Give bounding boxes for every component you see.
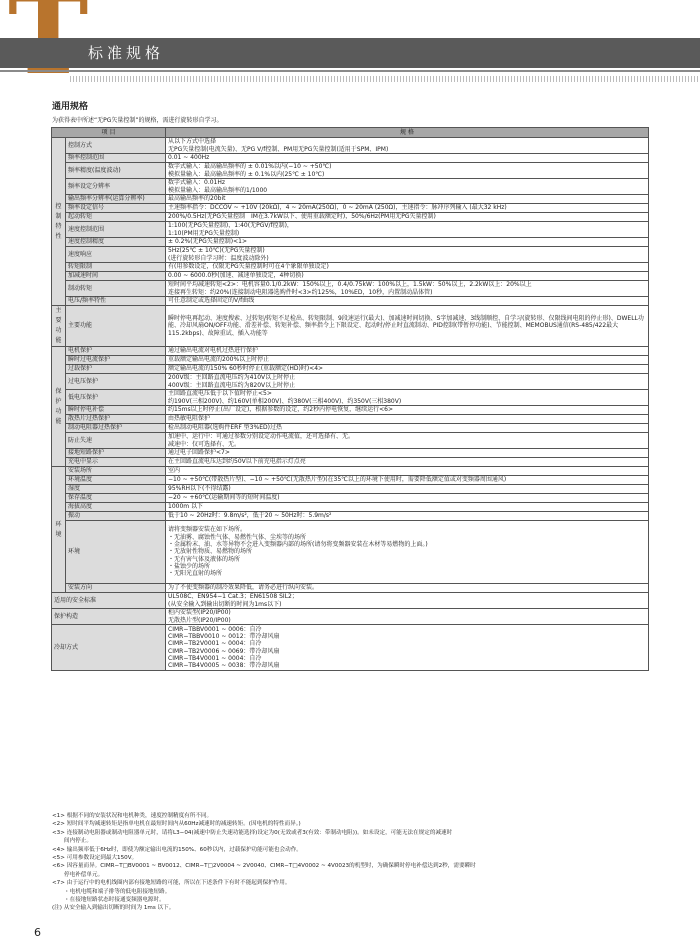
item-cell: 频率精度(温度波动) <box>66 163 166 179</box>
spec-cell: 瞬时停电再起动、速度搜索、过转矩/转矩不足检出、转矩限制、9段速运行(最大)、加减速时间切换、S字加减速、3线制顺控、自学习(旋转形、仅限线间电阻的停止形)、DWELL功能、冷却风扇ON/OFF功能、滑差补偿、转矩补偿、频率指令上下限设定、起动时/停止时直流制动、PID控制(带暂停功能)、节能控制、MEMOBUS通信(RS-485/422最大115.2kbps)、故障重试、插入功能等 <box>166 306 649 347</box>
table-row <box>52 281 649 297</box>
table-row <box>52 485 649 494</box>
table-row <box>52 195 649 204</box>
spec-cell: 由热敏电阻保护 <box>166 415 649 424</box>
table-row <box>52 374 649 390</box>
spec-cell: 1000m 以下 <box>166 503 649 512</box>
spec-cell: 检出制动电阻器(选购件ERF 型3%ED)过热 <box>166 424 649 433</box>
spec-cell: 数字式输入：最高输出频率的 ± 0.01%以内(−10 ~ +50℃) 模拟量输入：最高输出频率的 ± 0.1%以内(25℃ ± 10℃) <box>166 163 649 179</box>
table-row <box>52 204 649 213</box>
footnote: 停电补偿单元。 <box>64 871 104 878</box>
table-row <box>52 424 649 433</box>
item-cell: 保护构造 <box>52 609 166 625</box>
footnote: <5> 可用参数设定到最大150V。 <box>52 855 138 862</box>
table-header-row <box>52 128 649 138</box>
item-cell: 频率设定信号 <box>66 204 166 213</box>
table-row <box>52 584 649 593</box>
item-cell: 充电中显示 <box>66 458 166 467</box>
item-cell: 低电压保护 <box>66 390 166 406</box>
item-cell: 过电压保护 <box>66 374 166 390</box>
table-row <box>52 154 649 163</box>
item-cell: 电压/频率特性 <box>66 297 166 306</box>
spec-cell: 200%/0.5Hz(无PG矢量控制 IM在3.7kW以下、使用重载额定时)，50%/6Hz(PM用无PG矢量控制) <box>166 213 649 222</box>
spec-cell: ± 0.2%(无PG矢量控制)<1> <box>166 238 649 247</box>
footnote: ・在接地短路状态时接通变频器电源时。 <box>64 897 165 904</box>
spec-cell: 室内 <box>166 467 649 476</box>
table-row <box>52 415 649 424</box>
table-row <box>52 406 649 415</box>
page-number: 6 <box>34 926 41 939</box>
category-cell <box>52 306 66 347</box>
category-label: 保护功能 <box>55 387 62 425</box>
item-cell: 海拔高度 <box>66 503 166 512</box>
item-cell: 速度控制精度 <box>66 238 166 247</box>
item-cell: 冷却方式 <box>52 625 166 671</box>
footnote: <2> 短时间平均减速转矩是指单电机在最短时间内从60Hz减速时的减速转矩。(因电机的特性而异。) <box>52 821 301 828</box>
item-cell: 瞬时过电流保护 <box>66 356 166 365</box>
table-row <box>52 593 649 609</box>
item-cell: 瞬时停电补偿 <box>66 406 166 415</box>
footnote: <4> 输出频率低于6Hz时，即使为额定输出电流的150%、60秒以内，过载保护功能可能也会动作。 <box>52 846 302 853</box>
table-row <box>52 494 649 503</box>
spec-cell: UL508C、EN954−1 Cat.3；EN61508 SIL2； (从安全输入到输出切断的时间为1ms以下) <box>166 593 649 609</box>
item-cell: 接地短路保护 <box>66 449 166 458</box>
header-item: 项 目 <box>52 128 166 138</box>
footnotes <box>52 812 652 913</box>
header-spec: 规 格 <box>166 128 649 138</box>
footnote: 间内停止。 <box>64 838 92 845</box>
category-cell <box>52 138 66 306</box>
spec-cell: 柜内安装型(IP20/IP00) 无散热片型(IP20/IP00) <box>166 609 649 625</box>
table-row <box>52 467 649 476</box>
spec-cell: 主速频率指令：DCCOV ~ +10V (20kΩ)，4 ~ 20mA(250Ω)，0 ~ 20mA (250Ω)，主速指令：脉冲序列输入 (最大32 kHz) <box>166 204 649 213</box>
spec-cell: 5Hz(25℃ ± 10℃)(无PG矢量控制) (进行旋转形自学习时：温度波动除外) <box>166 247 649 263</box>
spec-cell: 1:100(无PG矢量控制)，1:40(无PGV/f控制)， 1:10(PM用无PG矢量控制) <box>166 222 649 238</box>
spec-cell: 数字式输入：0.01Hz 模拟量输入：最高输出频率的1/1000 <box>166 179 649 195</box>
item-cell: 保存温度 <box>66 494 166 503</box>
table-row <box>52 512 649 521</box>
table-row <box>52 356 649 365</box>
table-row <box>52 390 649 406</box>
category-label: 主要功能 <box>55 307 62 344</box>
table-row <box>52 222 649 238</box>
spec-cell: 0.01 ~ 400Hz <box>166 154 649 163</box>
section-title: 通用规格 <box>52 102 89 112</box>
item-cell: 防止失速 <box>66 433 166 449</box>
category-cell <box>52 347 66 467</box>
header-divider <box>0 70 700 72</box>
table-row <box>52 306 649 347</box>
item-cell: 散热片过热保护 <box>66 415 166 424</box>
footnote: <6> 因容量而异。CIMR−T□BV0001 ~ BV0012、CIMR−T□2V0004 ~ 2V0040、CIMR−T□4V0002 ~ 4V0023的机型时，为确保瞬时停电补偿达到2秒，需要瞬时 <box>52 863 476 870</box>
item-cell: 环境 <box>66 521 166 584</box>
item-cell: 主要功能 <box>66 306 166 347</box>
spec-cell: CIMR−TBBV0001 ~ 0006：自冷 CIMR−TBBV0010 ~ 0012：带冷却风扇 CIMR−TB2V0001 ~ 0004：自冷 CIMR−TB2V0006 ~ 0069：带冷却风扇 CIMR−TB4V0001 ~ 0004：自冷 CIMR−TB4V0005 ~ 0038：带冷却风扇 <box>166 625 649 671</box>
item-cell: 过载保护 <box>66 365 166 374</box>
footnote: <1> 根据不同的安装状况和电机种类，速度控制精度有所不同。 <box>52 813 213 819</box>
item-cell: 安装方向 <box>66 584 166 593</box>
item-cell: 控制方式 <box>66 138 166 154</box>
table-row <box>52 503 649 512</box>
table-row <box>52 263 649 272</box>
item-cell: 速度响应 <box>66 247 166 263</box>
item-cell: 安装场所 <box>66 467 166 476</box>
table-row <box>52 179 649 195</box>
spec-cell: 0.00 ~ 6000.0秒(加速、减速单独设定，4种切换) <box>166 272 649 281</box>
spec-cell: 请将变频器安装在如下场所。 ・无油雾、腐蚀性气体、易燃性气体、尘埃等的场所 ・金属粉末、油、水等异物不会进入变频器内部的场所(请勿将变频器安装在木材等易燃物的上面。) ・无放射性物质、易燃物的场所 ・无有害气体及液体的场所 ・盐蚀少的场所 ・无阳光直射的场所 <box>166 521 649 584</box>
spec-cell: −20 ~ +60℃(运输期间等的短时间温度) <box>166 494 649 503</box>
spec-cell: 重载额定输出电流的200%以上时停止 <box>166 356 649 365</box>
spec-cell: 从以下方式中选择 无PG矢量控制(电流矢量)、无PG V/f控制、PM用无PG矢量控制(适用于SPM、IPM) <box>166 138 649 154</box>
spec-table <box>51 127 649 671</box>
item-cell: 速度控制范围 <box>66 222 166 238</box>
spec-cell: 最高输出频率的20bit <box>166 195 649 204</box>
footnote: (注) 从安全输入到输出切断的时间为 1ms 以下。 <box>52 905 175 912</box>
item-cell: 制动转矩 <box>66 281 166 297</box>
item-cell: 适用的安全标准 <box>52 593 166 609</box>
table-row <box>52 476 649 485</box>
table-row <box>52 247 649 263</box>
category-cell <box>52 467 66 593</box>
item-cell: 制动电阻器过热保护 <box>66 424 166 433</box>
spec-cell: 为了不使变频器的制冷效果降低，请务必进行纵向安装。 <box>166 584 649 593</box>
item-cell: 起动转矩 <box>66 213 166 222</box>
item-cell: 环境温度 <box>66 476 166 485</box>
table-row <box>52 521 649 584</box>
category-label: 环境 <box>55 520 62 538</box>
page-title: 标准规格 <box>88 44 165 62</box>
spec-cell: 加速中、运行中：可通过参数分别设定动作电流值，还可选择有、无。 减速中：仅可选择有、无。 <box>166 433 649 449</box>
spec-cell: 95%RH以下(不得结露) <box>166 485 649 494</box>
table-row <box>52 347 649 356</box>
table-row <box>52 163 649 179</box>
intro-text: 为获得表中所述“无PG矢量控制”的规格，需进行旋转形自学习。 <box>52 117 223 124</box>
item-cell: 输出频率分辨率(运算分辨率) <box>66 195 166 204</box>
spec-cell: 有(用参数设定，仅限无PG矢量控制时可在4个象限单独设定) <box>166 263 649 272</box>
table-row <box>52 433 649 449</box>
spec-cell: 额定输出电流的150% 60秒时停止(重载额定(HD)时)<4> <box>166 365 649 374</box>
table-row <box>52 625 649 671</box>
spec-cell: 在主回路直流电压达到约50V以下前充电指示灯点亮 <box>166 458 649 467</box>
table-row <box>52 297 649 306</box>
spec-cell: 通过输出电流对电机过热进行保护 <box>166 347 649 356</box>
spec-cell: 主回路直流电压低于以下值时停止<5> 约190V(三相200V)、约160V(单相200V)、约380V(三相400V)、约350V(三相380V) <box>166 390 649 406</box>
spec-cell: 200V级：主回路直流电压约为410V以上时停止 400V级：主回路直流电压约为820V以上时停止 <box>166 374 649 390</box>
spec-cell: 短时间平均减速转矩<2>：电机容量0.1/0.2kW：150%以上，0.4/0.75kW：100%以上，1.5kW：50%以上，2.2kW以上：20%以上 连接再生转矩：约20%(连接制动电阻器选购件时<3>约125%，10%ED，10秒，内置制动晶体管) <box>166 281 649 297</box>
item-cell: 电机保护 <box>66 347 166 356</box>
item-cell: 加减速时间 <box>66 272 166 281</box>
category-label: 控制特性 <box>55 202 62 240</box>
table-row <box>52 458 649 467</box>
spec-cell: 可任意制定或选择固定的V/f曲线 <box>166 297 649 306</box>
item-cell: 频率控制范围 <box>66 154 166 163</box>
table-row <box>52 609 649 625</box>
table-row <box>52 449 649 458</box>
item-cell: 转矩限制 <box>66 263 166 272</box>
footnote: <3> 连接制动电阻器或制动电阻器单元时，请将L3−04(减速中防止失速功能选择)设定为0(无效或者3(有效：带制动电阻))。如未设定，可能无法在规定的减速时 <box>52 829 453 836</box>
table-row <box>52 365 649 374</box>
footnote: ・电机电缆和端子排等的低电阻接地短路。 <box>64 888 171 895</box>
spec-cell: 低于10 ~ 20Hz时：9.8m/s²，低于20 ~ 50Hz时：5.9m/s² <box>166 512 649 521</box>
table-row <box>52 213 649 222</box>
table-row <box>52 238 649 247</box>
header-stripe <box>70 76 700 82</box>
table-row <box>52 272 649 281</box>
spec-cell: −10 ~ +50℃(带散热片型)、−10 ~ +50℃(无散热片型)(在35℃以上的环境下使用时，需要降低额定值或对变频器周围通风) <box>166 476 649 485</box>
item-cell: 湿度 <box>66 485 166 494</box>
item-cell: 频率设定分辨率 <box>66 179 166 195</box>
item-cell: 振动 <box>66 512 166 521</box>
table-row <box>52 138 649 154</box>
spec-cell: 通过电子回路保护<7> <box>166 449 649 458</box>
spec-cell: 约15ms以上时停止(出厂设定)，根据参数的设定，约2秒内停电恢复，继续运行<6> <box>166 406 649 415</box>
footnote: <7> 由于运行中的电机线圈内部有接地短路的可能，所以在下述条件下有时不能起到保护作用。 <box>52 880 291 887</box>
